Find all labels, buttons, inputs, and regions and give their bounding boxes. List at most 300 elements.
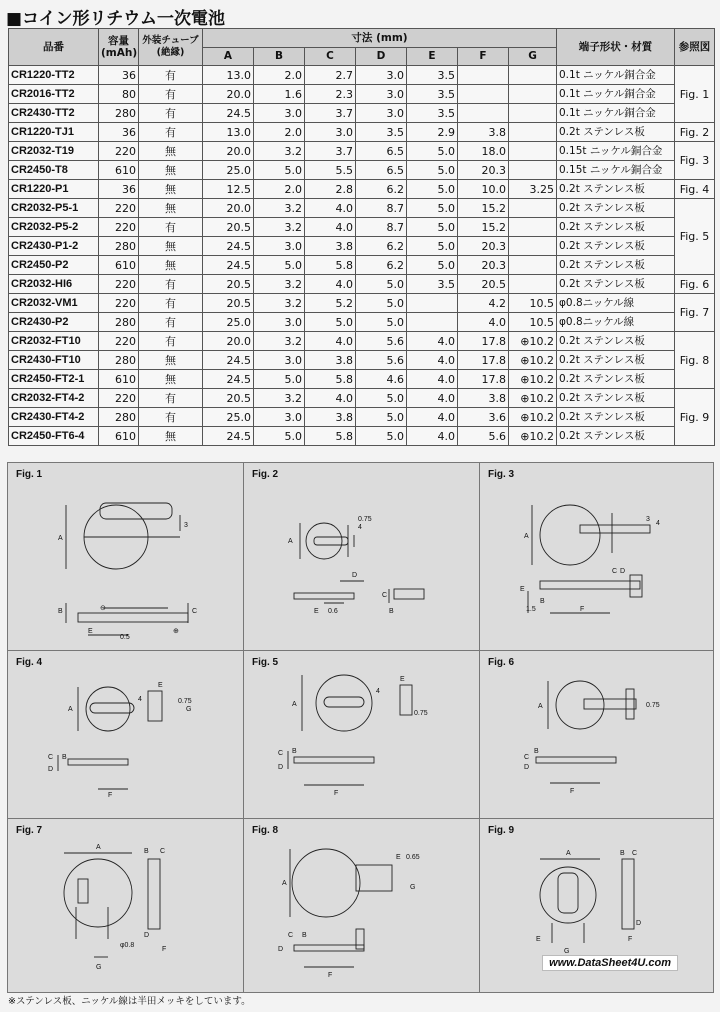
fig5-dim-0.75: 0.75 — [414, 710, 428, 717]
fig7-dim-phi: φ0.8 — [120, 942, 135, 949]
dim-d-cell: 5.6 — [356, 332, 407, 351]
figure-label: Fig. 6 — [488, 657, 515, 668]
model-cell: CR2032-P5-2 — [9, 218, 99, 237]
dim-e-cell: 4.0 — [407, 332, 458, 351]
fig8-dim-A: A — [282, 880, 287, 887]
dim-a-cell: 24.5 — [203, 104, 254, 123]
fig2-dim-E: E — [314, 608, 319, 615]
fig5-dim-A: A — [292, 701, 297, 708]
table-row — [9, 313, 715, 332]
figure-8 — [243, 818, 480, 993]
fig-ref-cell: Fig. 4 — [675, 180, 715, 199]
dim-f-cell — [458, 85, 509, 104]
figure-label: Fig. 5 — [252, 657, 279, 668]
dim-e-cell — [407, 294, 458, 313]
terminal-cell: 0.15t ニッケル銅合金 — [557, 161, 675, 180]
table-row — [9, 199, 715, 218]
dim-e-cell: 4.0 — [407, 351, 458, 370]
dim-f-cell — [458, 104, 509, 123]
dim-a-cell: 20.0 — [203, 199, 254, 218]
table-row — [9, 218, 715, 237]
fig9-dim-C: C — [632, 850, 638, 857]
dim-b-cell: 3.2 — [254, 294, 305, 313]
fig1-dim-3: 3 — [184, 522, 188, 529]
dim-c-cell: 3.8 — [305, 408, 356, 427]
tube-cell: 無 — [139, 199, 203, 218]
dim-e-cell: 5.0 — [407, 237, 458, 256]
figure-6 — [479, 650, 714, 819]
model-cell: CR2450-T8 — [9, 161, 99, 180]
dim-g-cell — [509, 256, 557, 275]
dim-b-cell: 3.0 — [254, 237, 305, 256]
capacity-cell: 280 — [99, 408, 139, 427]
model-cell: CR1220-TJ1 — [9, 123, 99, 142]
dim-e-cell: 4.0 — [407, 389, 458, 408]
dim-e-cell: 4.0 — [407, 408, 458, 427]
terminal-cell: 0.2t ステンレス板 — [557, 180, 675, 199]
figure-2-drawing — [244, 463, 480, 651]
terminal-cell: 0.2t ステンレス板 — [557, 199, 675, 218]
table-row — [9, 256, 715, 275]
fig7-dim-C: C — [160, 848, 166, 855]
dim-d-cell: 5.0 — [356, 313, 407, 332]
dim-d-cell: 5.6 — [356, 351, 407, 370]
dim-e-cell: 3.5 — [407, 66, 458, 85]
dim-f-cell: 5.6 — [458, 427, 509, 446]
fig8-dim-E: E — [396, 854, 401, 861]
dim-d-cell: 6.2 — [356, 180, 407, 199]
fig9-dim-G: G — [564, 948, 570, 955]
fig3-dim-3: 3 — [646, 516, 650, 523]
terminal-cell: 0.2t ステンレス板 — [557, 123, 675, 142]
tube-cell: 無 — [139, 142, 203, 161]
dim-b-cell: 3.0 — [254, 351, 305, 370]
table-row — [9, 142, 715, 161]
fig8-dim-0.65: 0.65 — [406, 854, 420, 861]
plus-symbol: ⊕ — [173, 628, 179, 635]
fig3-dim-F: F — [580, 606, 585, 613]
capacity-cell: 220 — [99, 389, 139, 408]
dim-g-cell — [509, 104, 557, 123]
dim-f-cell: 20.3 — [458, 256, 509, 275]
table-row — [9, 180, 715, 199]
terminal-cell: 0.2t ステンレス板 — [557, 389, 675, 408]
dim-b-cell: 3.0 — [254, 313, 305, 332]
fig-ref-cell: Fig. 3 — [675, 142, 715, 180]
tube-cell: 有 — [139, 123, 203, 142]
dim-e-cell: 5.0 — [407, 256, 458, 275]
fig7-dim-B: B — [144, 848, 149, 855]
fig6-dim-A: A — [538, 703, 543, 710]
dim-e-cell: 3.5 — [407, 85, 458, 104]
fig5-dim-B: B — [292, 748, 297, 755]
fig6-dim-0.75: 0.75 — [646, 702, 660, 709]
fig8-dim-G: G — [410, 884, 416, 891]
dim-g-cell: ⊕10.2 — [509, 408, 557, 427]
fig4-dim-4: 4 — [138, 696, 142, 703]
fig2-dim-C: C — [382, 592, 388, 599]
tube-cell: 有 — [139, 313, 203, 332]
fig6-dim-D: D — [524, 764, 530, 771]
dim-a-cell: 20.5 — [203, 218, 254, 237]
header-capacity: 容量 (mAh) — [99, 29, 139, 66]
dim-f-cell: 4.0 — [458, 313, 509, 332]
dim-g-cell: ⊕10.2 — [509, 332, 557, 351]
dim-b-cell: 5.0 — [254, 161, 305, 180]
dim-f-cell: 15.2 — [458, 218, 509, 237]
model-cell: CR2032-HI6 — [9, 275, 99, 294]
dim-d-cell: 3.0 — [356, 66, 407, 85]
header-model: 品番 — [9, 29, 99, 66]
dim-e-cell: 5.0 — [407, 161, 458, 180]
terminal-cell: 0.2t ステンレス板 — [557, 256, 675, 275]
fig9-dim-B: B — [620, 850, 625, 857]
fig2-dim-D: D — [352, 572, 358, 579]
dim-g-cell — [509, 161, 557, 180]
dim-c-cell: 5.8 — [305, 427, 356, 446]
tube-cell: 有 — [139, 218, 203, 237]
dim-g-cell — [509, 218, 557, 237]
dim-f-cell: 18.0 — [458, 142, 509, 161]
dim-b-cell: 3.2 — [254, 275, 305, 294]
tube-cell: 有 — [139, 66, 203, 85]
fig3-dim-A: A — [524, 533, 529, 540]
fig6-dim-C: C — [524, 754, 530, 761]
dim-e-cell: 4.0 — [407, 370, 458, 389]
dim-e-cell: 5.0 — [407, 199, 458, 218]
fig-ref-cell: Fig. 5 — [675, 199, 715, 275]
tube-cell: 有 — [139, 294, 203, 313]
dim-g-cell: ⊕10.2 — [509, 427, 557, 446]
fig5-dim-E: E — [400, 676, 405, 683]
tube-cell: 無 — [139, 161, 203, 180]
dim-g-cell: ⊕10.2 — [509, 370, 557, 389]
terminal-cell: φ0.8ニッケル線 — [557, 294, 675, 313]
terminal-cell: 0.15t ニッケル銅合金 — [557, 142, 675, 161]
fig8-dim-C: C — [288, 932, 294, 939]
dim-b-cell: 2.0 — [254, 66, 305, 85]
dim-a-cell: 25.0 — [203, 408, 254, 427]
dim-b-cell: 5.0 — [254, 256, 305, 275]
figure-1 — [7, 462, 244, 651]
dim-d-cell: 8.7 — [356, 199, 407, 218]
dim-d-cell: 6.5 — [356, 142, 407, 161]
dim-c-cell: 3.7 — [305, 104, 356, 123]
model-cell: CR2430-P1-2 — [9, 237, 99, 256]
figure-label: Fig. 2 — [252, 469, 279, 480]
page-title: ■コイン形リチウム一次電池 — [6, 9, 226, 29]
figure-4 — [7, 650, 244, 819]
dim-d-cell: 6.5 — [356, 161, 407, 180]
tube-cell: 無 — [139, 427, 203, 446]
dim-c-cell: 4.0 — [305, 199, 356, 218]
dim-d-cell: 8.7 — [356, 218, 407, 237]
fig3-dim-B: B — [540, 598, 545, 605]
model-cell: CR2032-T19 — [9, 142, 99, 161]
table-row — [9, 85, 715, 104]
capacity-cell: 36 — [99, 123, 139, 142]
fig5-dim-4: 4 — [376, 688, 380, 695]
dim-a-cell: 13.0 — [203, 123, 254, 142]
header-dim-f: F — [458, 48, 509, 66]
dim-b-cell: 2.0 — [254, 180, 305, 199]
model-cell: CR2430-TT2 — [9, 104, 99, 123]
header-fig: 参照図 — [675, 29, 715, 66]
dim-c-cell: 4.0 — [305, 332, 356, 351]
dim-c-cell: 3.8 — [305, 351, 356, 370]
fig5-dim-D: D — [278, 764, 284, 771]
capacity-cell: 220 — [99, 142, 139, 161]
model-cell: CR2430-P2 — [9, 313, 99, 332]
capacity-cell: 220 — [99, 294, 139, 313]
fig4-dim-0.75: 0.75 — [178, 698, 192, 705]
fig2-dim-4: 4 — [358, 524, 362, 531]
terminal-cell: 0.1t ニッケル銅合金 — [557, 85, 675, 104]
header-tube: 外装チューブ (絶縁) — [139, 29, 203, 66]
fig-ref-cell: Fig. 6 — [675, 275, 715, 294]
capacity-cell: 280 — [99, 351, 139, 370]
capacity-cell: 610 — [99, 161, 139, 180]
fig4-dim-E: E — [158, 682, 163, 689]
figure-label: Fig. 9 — [488, 825, 515, 836]
dim-g-cell: 10.5 — [509, 294, 557, 313]
header-dim-e: E — [407, 48, 458, 66]
dim-c-cell: 5.5 — [305, 161, 356, 180]
dim-d-cell: 5.0 — [356, 389, 407, 408]
model-cell: CR2016-TT2 — [9, 85, 99, 104]
dim-f-cell: 20.3 — [458, 161, 509, 180]
dim-d-cell: 3.0 — [356, 104, 407, 123]
fig3-dim-D: D — [620, 568, 626, 575]
figure-5-drawing — [244, 651, 480, 819]
table-row — [9, 66, 715, 85]
dim-a-cell: 24.5 — [203, 351, 254, 370]
header-dim-g: G — [509, 48, 557, 66]
fig7-dim-A: A — [96, 844, 101, 851]
table-row — [9, 104, 715, 123]
dim-e-cell — [407, 313, 458, 332]
terminal-cell: 0.1t ニッケル銅合金 — [557, 104, 675, 123]
dim-d-cell: 6.2 — [356, 237, 407, 256]
fig1-dim-C: C — [192, 608, 198, 615]
dim-a-cell: 12.5 — [203, 180, 254, 199]
dim-c-cell: 2.7 — [305, 66, 356, 85]
dim-e-cell: 5.0 — [407, 218, 458, 237]
header-terminal: 端子形状・材質 — [557, 29, 675, 66]
dim-a-cell: 20.5 — [203, 294, 254, 313]
fig-ref-cell: Fig. 8 — [675, 332, 715, 389]
fig-ref-cell: Fig. 1 — [675, 66, 715, 123]
dim-g-cell — [509, 85, 557, 104]
table-row — [9, 123, 715, 142]
dim-d-cell: 5.0 — [356, 294, 407, 313]
dim-g-cell — [509, 142, 557, 161]
dim-c-cell: 4.0 — [305, 389, 356, 408]
dim-g-cell: ⊕10.2 — [509, 351, 557, 370]
minus-symbol: ⊖ — [100, 605, 106, 612]
dim-g-cell — [509, 237, 557, 256]
terminal-cell: 0.2t ステンレス板 — [557, 237, 675, 256]
terminal-cell: 0.2t ステンレス板 — [557, 332, 675, 351]
fig8-dim-B: B — [302, 932, 307, 939]
footnote: ※ステンレス板、ニッケル線は半田メッキをしています。 — [8, 996, 251, 1007]
fig8-dim-D: D — [278, 946, 284, 953]
header-dim-d: D — [356, 48, 407, 66]
dim-d-cell: 4.6 — [356, 370, 407, 389]
model-cell: CR2430-FT10 — [9, 351, 99, 370]
dim-g-cell — [509, 275, 557, 294]
figure-3 — [479, 462, 714, 651]
tube-cell: 有 — [139, 389, 203, 408]
table-row — [9, 161, 715, 180]
figure-label: Fig. 4 — [16, 657, 43, 668]
capacity-cell: 80 — [99, 85, 139, 104]
capacity-cell: 220 — [99, 199, 139, 218]
figure-label: Fig. 7 — [16, 825, 43, 836]
dim-a-cell: 24.5 — [203, 370, 254, 389]
fig2-dim-0.6: 0.6 — [328, 608, 338, 615]
fig7-dim-G: G — [96, 964, 102, 971]
fig6-dim-B: B — [534, 748, 539, 755]
figure-2 — [243, 462, 480, 651]
dim-c-cell: 3.0 — [305, 123, 356, 142]
dim-a-cell: 25.0 — [203, 161, 254, 180]
dim-a-cell: 13.0 — [203, 66, 254, 85]
dim-a-cell: 20.5 — [203, 275, 254, 294]
fig1-dim-B: B — [58, 608, 63, 615]
dim-f-cell: 10.0 — [458, 180, 509, 199]
table-row — [9, 275, 715, 294]
header-dim-b: B — [254, 48, 305, 66]
fig2-dim-A: A — [288, 538, 293, 545]
model-cell: CR2032-FT4-2 — [9, 389, 99, 408]
terminal-cell: 0.2t ステンレス板 — [557, 427, 675, 446]
fig2-dim-0.75: 0.75 — [358, 516, 372, 523]
spec-table — [8, 28, 715, 446]
fig9-dim-D: D — [636, 920, 642, 927]
dim-b-cell: 3.2 — [254, 389, 305, 408]
capacity-cell: 610 — [99, 370, 139, 389]
dim-f-cell: 20.5 — [458, 275, 509, 294]
terminal-cell: 0.2t ステンレス板 — [557, 408, 675, 427]
fig4-dim-B: B — [62, 754, 67, 761]
terminal-cell: 0.2t ステンレス板 — [557, 370, 675, 389]
fig3-dim-E: E — [520, 586, 525, 593]
dim-b-cell: 3.2 — [254, 142, 305, 161]
tube-cell: 無 — [139, 237, 203, 256]
dim-e-cell: 3.5 — [407, 275, 458, 294]
table-row — [9, 237, 715, 256]
header-dim-a: A — [203, 48, 254, 66]
tube-cell: 無 — [139, 351, 203, 370]
fig9-dim-E: E — [536, 936, 541, 943]
dim-c-cell: 5.2 — [305, 294, 356, 313]
capacity-cell: 280 — [99, 313, 139, 332]
dim-b-cell: 1.6 — [254, 85, 305, 104]
dim-c-cell: 5.0 — [305, 313, 356, 332]
dim-e-cell: 5.0 — [407, 180, 458, 199]
tube-cell: 有 — [139, 408, 203, 427]
capacity-cell: 220 — [99, 332, 139, 351]
figure-4-drawing — [8, 651, 244, 819]
dim-d-cell: 6.2 — [356, 256, 407, 275]
fig1-dim-A: A — [58, 535, 63, 542]
capacity-cell: 36 — [99, 66, 139, 85]
dim-c-cell: 4.0 — [305, 275, 356, 294]
tube-cell: 有 — [139, 275, 203, 294]
figure-8-drawing — [244, 819, 480, 993]
dim-f-cell: 17.8 — [458, 351, 509, 370]
fig4-dim-G: G — [186, 706, 192, 713]
dim-c-cell: 2.3 — [305, 85, 356, 104]
fig1-dim-0.5: 0.5 — [120, 634, 130, 641]
fig1-dim-E: E — [88, 628, 93, 635]
fig3-dim-4: 4 — [656, 520, 660, 527]
model-cell: CR2032-VM1 — [9, 294, 99, 313]
table-row — [9, 389, 715, 408]
watermark: www.DataSheet4U.com — [542, 955, 678, 971]
table-row — [9, 294, 715, 313]
dim-c-cell: 5.8 — [305, 370, 356, 389]
dim-f-cell — [458, 66, 509, 85]
fig6-dim-F: F — [570, 788, 575, 795]
dim-b-cell: 3.2 — [254, 199, 305, 218]
dim-g-cell — [509, 66, 557, 85]
fig-ref-cell: Fig. 9 — [675, 389, 715, 446]
dim-e-cell: 2.9 — [407, 123, 458, 142]
dim-b-cell: 3.2 — [254, 332, 305, 351]
table-row — [9, 351, 715, 370]
dim-e-cell: 5.0 — [407, 142, 458, 161]
dim-g-cell — [509, 199, 557, 218]
fig5-dim-F: F — [334, 790, 339, 797]
tube-cell: 有 — [139, 85, 203, 104]
figure-7-drawing — [8, 819, 244, 993]
fig5-dim-C: C — [278, 750, 284, 757]
dim-a-cell: 24.5 — [203, 237, 254, 256]
model-cell: CR1220-P1 — [9, 180, 99, 199]
fig-ref-cell: Fig. 2 — [675, 123, 715, 142]
capacity-cell: 220 — [99, 275, 139, 294]
dim-b-cell: 5.0 — [254, 370, 305, 389]
model-cell: CR1220-TT2 — [9, 66, 99, 85]
dim-f-cell: 17.8 — [458, 332, 509, 351]
capacity-cell: 610 — [99, 427, 139, 446]
terminal-cell: 0.2t ステンレス板 — [557, 351, 675, 370]
fig9-dim-A: A — [566, 850, 571, 857]
dim-b-cell: 2.0 — [254, 123, 305, 142]
dim-b-cell: 5.0 — [254, 427, 305, 446]
dim-e-cell: 4.0 — [407, 427, 458, 446]
figure-7 — [7, 818, 244, 993]
model-cell: CR2450-FT2-1 — [9, 370, 99, 389]
dim-f-cell: 4.2 — [458, 294, 509, 313]
model-cell: CR2450-P2 — [9, 256, 99, 275]
figure-grid — [8, 463, 714, 993]
dim-g-cell: ⊕10.2 — [509, 389, 557, 408]
model-cell: CR2032-P5-1 — [9, 199, 99, 218]
header-dim-c: C — [305, 48, 356, 66]
dim-a-cell: 25.0 — [203, 313, 254, 332]
capacity-cell: 36 — [99, 180, 139, 199]
dim-e-cell: 3.5 — [407, 104, 458, 123]
dim-d-cell: 5.0 — [356, 427, 407, 446]
terminal-cell: φ0.8ニッケル線 — [557, 313, 675, 332]
dim-a-cell: 20.0 — [203, 85, 254, 104]
dim-d-cell: 3.0 — [356, 85, 407, 104]
dim-g-cell — [509, 123, 557, 142]
table-row — [9, 408, 715, 427]
